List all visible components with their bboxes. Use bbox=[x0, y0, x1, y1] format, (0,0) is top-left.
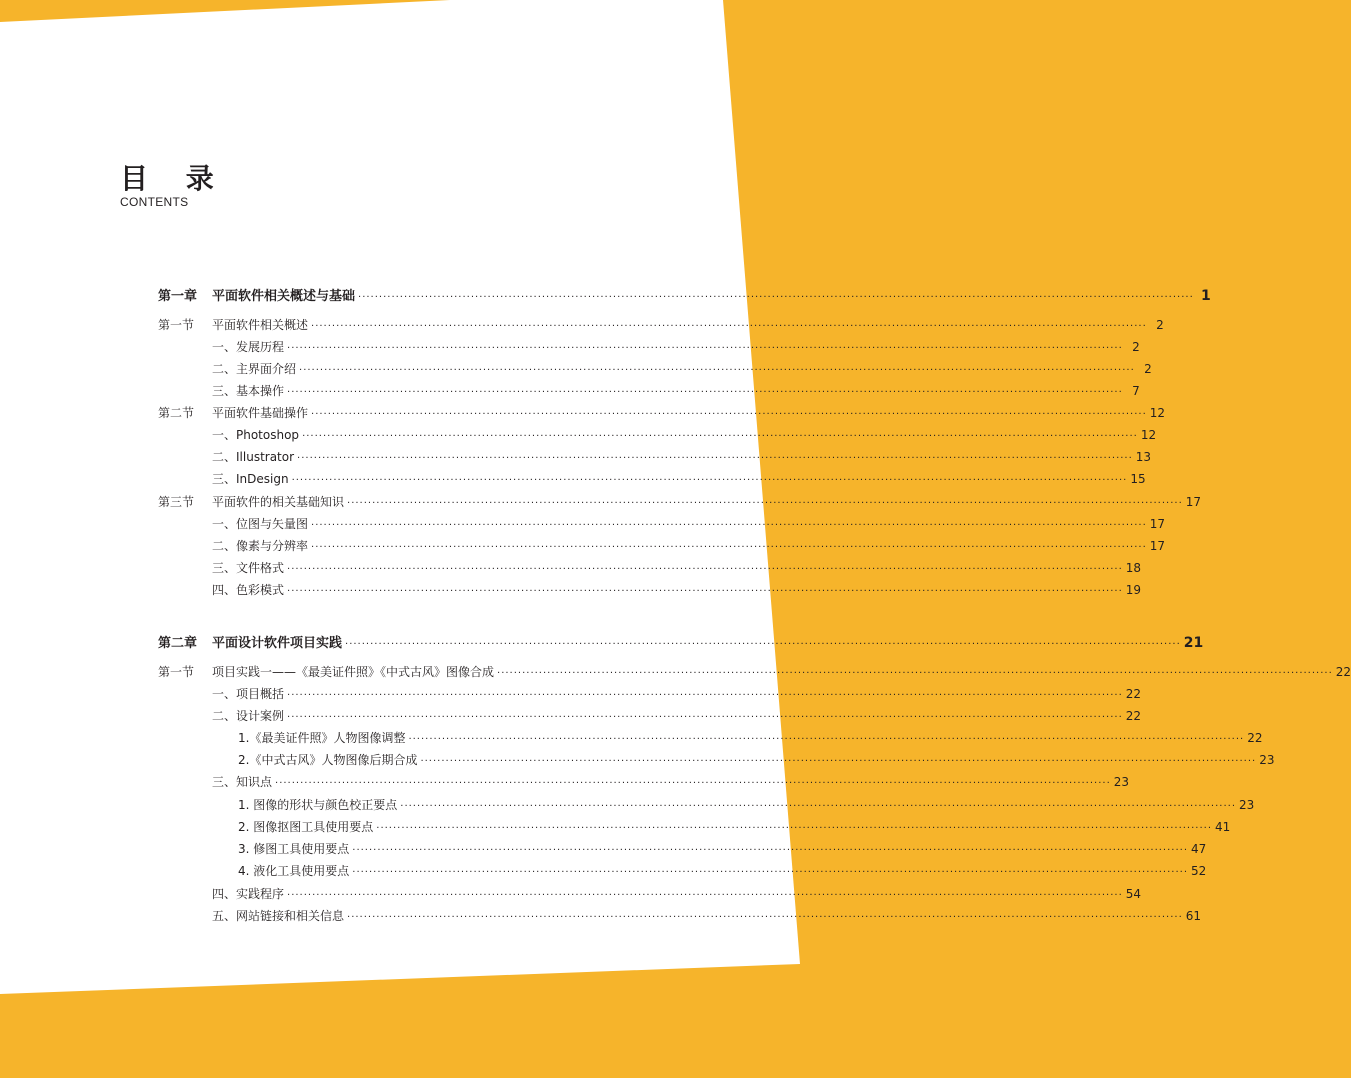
toc-chapter-row[interactable] bbox=[158, 286, 1211, 306]
toc-page-number: 2 bbox=[1132, 340, 1140, 354]
toc-page-number: 23 bbox=[1239, 798, 1255, 812]
toc-page-number: 21 bbox=[1183, 635, 1204, 651]
dot-leader: ········································································································································································································ bbox=[275, 778, 1111, 789]
toc-entry-title: 1.《最美证件照》人物图像调整 bbox=[238, 731, 406, 745]
toc-entry-title: 三、InDesign bbox=[212, 472, 289, 486]
toc-entry-title: 一、Photoshop bbox=[212, 428, 300, 442]
toc-entry-title: 2.《中式古风》人物图像后期合成 bbox=[238, 753, 418, 767]
dot-leader: ········································································································································································································ bbox=[311, 542, 1147, 553]
toc-entry-title: 2. 图像抠图工具使用要点 bbox=[238, 820, 374, 834]
dot-leader: ········································································································································································································ bbox=[287, 586, 1123, 597]
dot-leader: ········································································································································································································ bbox=[291, 475, 1128, 486]
toc-page-number: 54 bbox=[1125, 887, 1142, 901]
toc-row[interactable] bbox=[158, 884, 1142, 904]
toc-chapter-row[interactable] bbox=[158, 633, 1204, 653]
dot-leader: ········································································································································································································ bbox=[345, 639, 1181, 650]
dot-leader: ········································································································································································································ bbox=[352, 867, 1189, 878]
dot-leader: ········································································································································································································ bbox=[297, 453, 1133, 464]
toc-page-number: 18 bbox=[1125, 561, 1142, 575]
toc-entry-title: 平面设计软件项目实践 bbox=[212, 636, 343, 651]
toc-entry-title: 平面软件基础操作 bbox=[212, 406, 309, 420]
dot-leader: ········································································································································································································ bbox=[497, 668, 1333, 679]
toc-page-number: 22 bbox=[1125, 687, 1142, 701]
toc-page-number: 7 bbox=[1132, 384, 1140, 398]
dot-leader: ········································································································································································································ bbox=[287, 343, 1123, 354]
dot-leader: ········································································································································································································ bbox=[311, 409, 1147, 420]
toc-entry-title: 四、色彩模式 bbox=[212, 583, 285, 597]
dot-leader: ········································································································································································································ bbox=[376, 823, 1213, 834]
toc-entry-title: 三、文件格式 bbox=[212, 561, 285, 575]
toc-section-label: 第一节 bbox=[158, 665, 195, 679]
toc-entry-title: 三、基本操作 bbox=[212, 384, 285, 398]
toc-entry-title: 二、Illustrator bbox=[212, 450, 295, 464]
toc-page-number: 22 bbox=[1247, 731, 1263, 745]
toc-row[interactable] bbox=[158, 795, 1255, 815]
toc-row[interactable] bbox=[158, 728, 1263, 748]
toc-row[interactable] bbox=[158, 662, 1351, 682]
dot-leader: ········································································································································································································ bbox=[287, 387, 1123, 398]
toc-row[interactable] bbox=[158, 580, 1142, 600]
toc-row[interactable] bbox=[158, 447, 1152, 467]
toc-entry-title: 二、主界面介绍 bbox=[212, 362, 297, 376]
toc-page-number: 17 bbox=[1185, 495, 1202, 509]
toc-row[interactable] bbox=[158, 536, 1166, 556]
page-subtitle: CONTENTS bbox=[120, 195, 189, 209]
toc-entry-title: 平面软件的相关基础知识 bbox=[212, 495, 345, 509]
toc-row[interactable] bbox=[158, 469, 1146, 489]
toc-page-number: 47 bbox=[1191, 842, 1207, 856]
toc-section-label: 第一节 bbox=[158, 318, 195, 332]
toc-section-label: 第二节 bbox=[158, 406, 195, 420]
dot-leader: ········································································································································································································ bbox=[287, 690, 1123, 701]
toc-row[interactable] bbox=[158, 315, 1164, 335]
toc-row[interactable] bbox=[158, 492, 1202, 512]
dot-leader: ········································································································································································································ bbox=[408, 734, 1245, 745]
toc-entry-title: 平面软件相关概述 bbox=[212, 318, 309, 332]
dot-leader: ········································································································································································································ bbox=[299, 365, 1135, 376]
toc-page-number: 17 bbox=[1149, 517, 1166, 531]
toc-row[interactable] bbox=[158, 817, 1231, 837]
dot-leader: ········································································································································································································ bbox=[347, 498, 1183, 509]
dot-leader: ········································································································································································································ bbox=[311, 321, 1147, 332]
toc-row[interactable] bbox=[158, 861, 1207, 881]
dot-leader: ········································································································································································································ bbox=[302, 431, 1138, 442]
toc-row[interactable] bbox=[158, 425, 1157, 445]
toc-page-number: 22 bbox=[1125, 709, 1142, 723]
toc-page-number: 12 bbox=[1149, 406, 1166, 420]
toc-section-label: 第三节 bbox=[158, 495, 195, 509]
toc-page-number: 1 bbox=[1201, 288, 1211, 304]
toc-heading bbox=[120, 163, 228, 209]
toc-entry-title: 3. 修图工具使用要点 bbox=[238, 842, 350, 856]
toc-page-number: 23 bbox=[1259, 753, 1275, 767]
toc-page-number: 2 bbox=[1156, 318, 1164, 332]
toc-row[interactable] bbox=[158, 839, 1207, 859]
toc-row[interactable] bbox=[158, 403, 1166, 423]
dot-leader: ········································································································································································································ bbox=[287, 890, 1123, 901]
toc-row[interactable] bbox=[158, 750, 1275, 770]
toc-entry-title: 一、发展历程 bbox=[212, 340, 285, 354]
toc-entry-title: 平面软件相关概述与基础 bbox=[212, 289, 356, 304]
toc-page-number: 13 bbox=[1135, 450, 1152, 464]
toc-page-number: 61 bbox=[1185, 909, 1202, 923]
toc-section-label: 第一章 bbox=[158, 289, 198, 304]
toc-entry-title: 四、实践程序 bbox=[212, 887, 285, 901]
toc-section-label: 第二章 bbox=[158, 636, 198, 651]
dot-leader: ········································································································································································································ bbox=[358, 292, 1194, 303]
dot-leader: ········································································································································································································ bbox=[287, 712, 1123, 723]
toc-entry-title: 1. 图像的形状与颜色校正要点 bbox=[238, 798, 398, 812]
toc-entry-title: 三、知识点 bbox=[212, 775, 273, 789]
toc-page-number: 22 bbox=[1335, 665, 1351, 679]
toc-row[interactable] bbox=[158, 514, 1166, 534]
dot-leader: ········································································································································································································ bbox=[311, 520, 1147, 531]
toc-entry-title: 二、设计案例 bbox=[212, 709, 285, 723]
toc-entry-title: 五、网站链接和相关信息 bbox=[212, 909, 345, 923]
dot-leader: ········································································································································································································ bbox=[347, 912, 1183, 923]
toc-page-number: 52 bbox=[1191, 864, 1207, 878]
toc-page-number: 23 bbox=[1113, 775, 1130, 789]
toc-page-number: 41 bbox=[1215, 820, 1231, 834]
dot-leader: ········································································································································································································ bbox=[400, 801, 1237, 812]
toc-entry-title: 4. 液化工具使用要点 bbox=[238, 864, 350, 878]
toc-row[interactable] bbox=[158, 558, 1142, 578]
toc-entry-title: 一、位图与矢量图 bbox=[212, 517, 309, 531]
toc-entry-title: 一、项目概括 bbox=[212, 687, 285, 701]
dot-leader: ········································································································································································································ bbox=[420, 756, 1257, 767]
toc-row[interactable] bbox=[158, 706, 1142, 726]
toc-page-number: 15 bbox=[1130, 472, 1146, 486]
toc-page-number: 17 bbox=[1149, 539, 1166, 553]
page-title: 目 录 bbox=[120, 162, 228, 195]
toc-row[interactable] bbox=[158, 772, 1130, 792]
toc-entry-title: 二、像素与分辨率 bbox=[212, 539, 309, 553]
dot-leader: ········································································································································································································ bbox=[352, 845, 1189, 856]
toc-entry-title: 项目实践一——《最美证件照》《中式古风》图像合成 bbox=[212, 665, 495, 679]
toc-page-number: 2 bbox=[1144, 362, 1152, 376]
dot-leader: ········································································································································································································ bbox=[287, 564, 1123, 575]
toc-row[interactable] bbox=[158, 359, 1152, 379]
toc-row[interactable] bbox=[158, 381, 1140, 401]
toc-page-number: 19 bbox=[1125, 583, 1142, 597]
toc-row[interactable] bbox=[158, 906, 1202, 926]
toc-row[interactable] bbox=[158, 684, 1142, 704]
toc-page-number: 12 bbox=[1140, 428, 1157, 442]
toc-row[interactable] bbox=[158, 337, 1140, 357]
